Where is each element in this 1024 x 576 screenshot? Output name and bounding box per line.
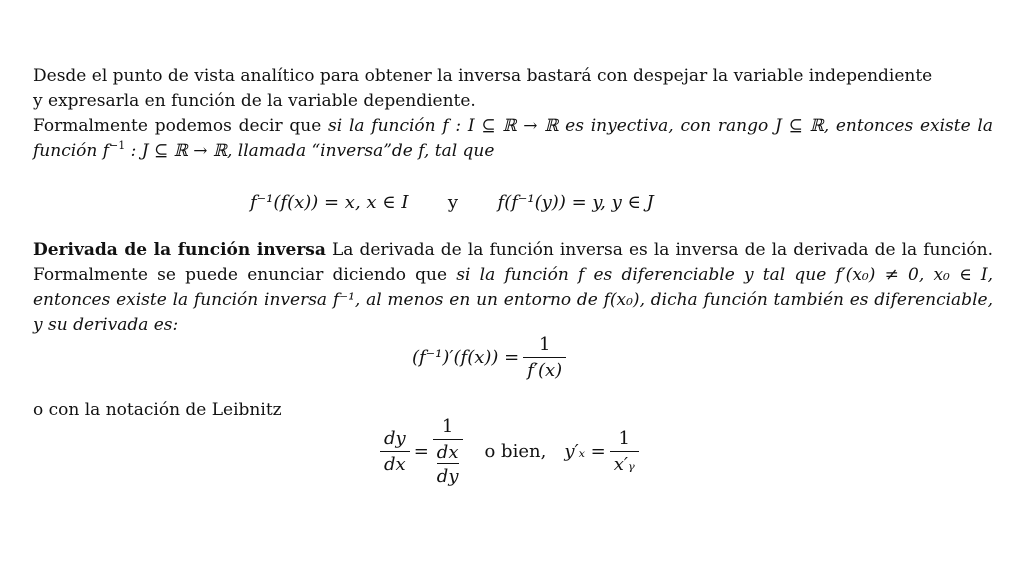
eq3-fraction-1 xyxy=(380,428,410,475)
formal-math-1: f : I ⊆ ℝ → ℝ xyxy=(442,116,559,136)
derivative-section xyxy=(33,238,993,338)
formal-math-3-rest: : J ⊆ ℝ → ℝ xyxy=(125,141,227,161)
derivative-italic-2: , entonces existe la función inversa xyxy=(33,265,993,310)
eq1-right: f(f⁻¹(y)) = y, y ∈ J xyxy=(497,192,654,213)
paragraph-derivative xyxy=(33,238,993,338)
section-heading: Derivada de la función inversa xyxy=(33,240,326,260)
equation-leibniz xyxy=(376,416,643,487)
formal-intro: Formalmente podemos decir que xyxy=(33,116,329,136)
leibniz-label: o con la notación de Leibnitz xyxy=(33,400,282,420)
derivative-math-2: f⁻¹ xyxy=(332,290,355,310)
eq1-left: f⁻¹(f(x)) = x, x ∈ I xyxy=(250,192,409,213)
derivative-text: La derivada de la función inversa es la inversa de la derivada de la función. Formalmente se puede enunciar diciendo que xyxy=(33,240,993,285)
eq2-denominator: f′(x) xyxy=(523,357,566,381)
eq3-frac3-numerator: 1 xyxy=(618,428,630,449)
eq2-left: (f⁻¹)′(f(x)) = xyxy=(412,347,520,368)
eq2-fraction xyxy=(523,334,566,381)
formal-math-2: J ⊆ ℝ xyxy=(775,116,824,136)
eq3-frac2-inner-numerator: dx xyxy=(436,442,459,463)
formal-italic-4: , llamada “inversa”de f, tal que xyxy=(226,141,495,161)
formal-italic-3: , entonces existe la función xyxy=(33,116,993,161)
paragraph-intro xyxy=(33,64,993,164)
eq2-numerator: 1 xyxy=(538,334,551,355)
equation-inverse-identity xyxy=(250,192,654,213)
eq3-frac2-numerator: 1 xyxy=(441,416,454,437)
eq3-frac1-numerator: dy xyxy=(384,428,406,449)
intro-line-2: y expresarla en función de la variable dependiente. xyxy=(33,91,476,111)
eq3-frac1-denominator: dx xyxy=(380,451,410,475)
formal-italic-2: es inyectiva, con rango xyxy=(558,116,775,136)
eq1-mid: y xyxy=(447,192,459,213)
eq3-frac3-denominator: x′ᵧ xyxy=(610,451,639,475)
eq3-equals: = xyxy=(413,441,429,462)
document-body xyxy=(33,64,993,164)
eq3-frac2-inner-denominator: dy xyxy=(437,463,459,487)
derivative-math-3: f(x₀) xyxy=(603,290,640,310)
eq3-frac2-denominator xyxy=(433,439,463,487)
derivative-math-1: f′(x₀) ≠ 0, x₀ ∈ I xyxy=(835,265,988,285)
intro-line-1: Desde el punto de vista analítico para obtener la inversa bastará con despejar la variable independiente xyxy=(33,66,933,86)
derivative-italic-1: si la función f es diferenciable y tal que xyxy=(456,265,836,285)
eq3-fraction-3 xyxy=(610,428,639,475)
formal-italic-1: si la función xyxy=(328,116,443,136)
derivative-italic-3: , al menos en un entorno de xyxy=(354,290,604,310)
derivative-italic-4: , dicha función también es diferenciable, y su derivada es: xyxy=(33,290,993,335)
equation-inverse-derivative xyxy=(412,334,570,381)
eq3-y-prime: y′ₓ = xyxy=(564,441,606,462)
eq3-fraction-2 xyxy=(433,416,463,487)
formal-math-3-base: f xyxy=(102,141,110,161)
formal-math-3-sup: −1 xyxy=(109,139,126,152)
eq3-obien: o bien, xyxy=(484,441,547,462)
